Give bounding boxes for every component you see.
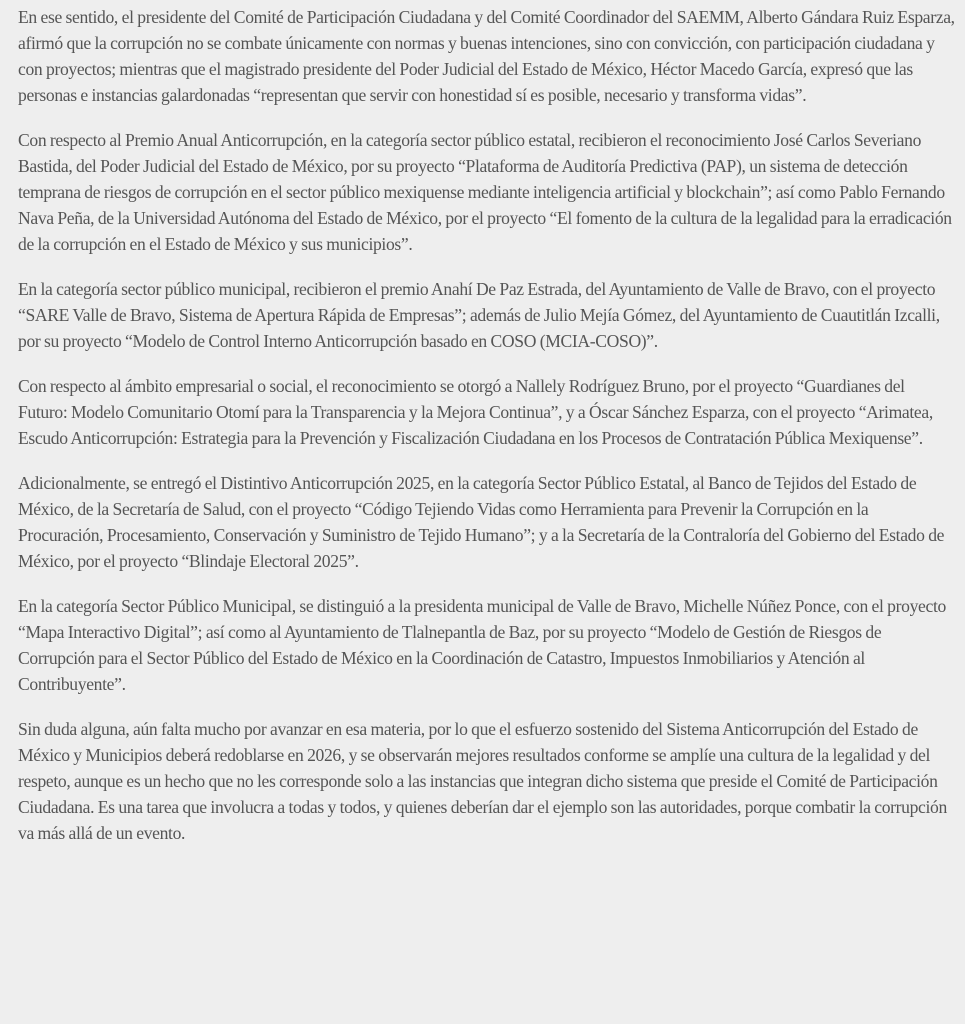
paragraph-distintivo-municipal: En la categoría Sector Público Municipal, se distinguió a la presidenta municipal de Valle de Bravo, Michelle Núñez Ponce, con el proyecto “Mapa Interactivo Digital”; así como al Ayuntamiento de Tlalnepantla de Baz, por su proyecto “Modelo de Gestión de Riesgos de Corrupción para el Sector Público del Estado de México en la Coordinación de Catastro, Impuestos Inmobiliarios y Atención al Contribuyente”. (18, 596, 946, 694)
paragraph-conclusion: Sin duda alguna, aún falta mucho por avanzar en esa materia, por lo que el esfuerzo sostenido del Sistema Anticorrupción del Estado de México y Municipios deberá redoblarse en 2026, y se observarán mejores resultados conforme se amplíe una cultura de la legalidad y del respeto, aunque es un hecho que no les corresponde solo a las instancias que integran dicho sistema que preside el Comité de Participación Ciudadana. Es una tarea que involucra a todas y todos, y quienes deberían dar el ejemplo son las autoridades, porque combatir la corrupción va más allá de un evento. (18, 719, 947, 843)
paragraph-ambito-empresarial: Con respecto al ámbito empresarial o social, el reconocimiento se otorgó a Nallely Rodríguez Bruno, por el proyecto “Guardianes del Futuro: Modelo Comunitario Otomí para la Transparencia y la Mejora Continua”, y a Óscar Sánchez Esparza, con el proyecto “Arimatea, Escudo Anticorrupción: Estrategia para la Prevención y Fiscalización Ciudadana en los Procesos de Contratación Pública Mexiquense”. (18, 376, 933, 448)
paragraph-distintivo-estatal: Adicionalmente, se entregó el Distintivo Anticorrupción 2025, en la categoría Sector Público Estatal, al Banco de Tejidos del Estado de México, de la Secretaría de Salud, con el proyecto “Código Tejiendo Vidas como Herramienta para Prevenir la Corrupción en la Procuración, Procesamiento, Conservación y Suministro de Tejido Humano”; y a la Secretaría de la Contraloría del Gobierno del Estado de México, por el proyecto “Blindaje Electoral 2025”. (18, 473, 945, 571)
paragraph-premio-estatal: Con respecto al Premio Anual Anticorrupción, en la categoría sector público estatal, recibieron el reconocimiento José Carlos Severiano Bastida, del Poder Judicial del Estado de México, por su proyecto “Plataforma de Auditoría Predictiva (PAP), un sistema de detección temprana de riesgos de corrupción en el sector público mexiquense mediante inteligencia artificial y blockchain”; así como Pablo Fernando Nava Peña, de la Universidad Autónoma del Estado de México, por el proyecto “El fomento de la cultura de la legalidad para la erradicación de la corrupción en el Estado de México y sus municipios”. (18, 130, 952, 254)
paragraph-saemm-statements: En ese sentido, el presidente del Comité de Participación Ciudadana y del Comité Coordinador del SAEMM, Alberto Gándara Ruiz Esparza, afirmó que la corrupción no se combate únicamente con normas y buenas intenciones, sino con convicción, con participación ciudadana y con proyectos; mientras que el magistrado presidente del Poder Judicial del Estado de México, Héctor Macedo García, expresó que las personas e instancias galardonadas “representan que servir con honestidad sí es posible, necesario y transforma vidas”. (18, 7, 955, 105)
paragraph-premio-municipal: En la categoría sector público municipal, recibieron el premio Anahí De Paz Estrada, del Ayuntamiento de Valle de Bravo, con el proyecto “SARE Valle de Bravo, Sistema de Apertura Rápida de Empresas”; además de Julio Mejía Gómez, del Ayuntamiento de Cuautitlán Izcalli, por su proyecto “Modelo de Control Interno Anticorrupción basado en COSO (MCIA-COSO)”. (18, 279, 940, 351)
